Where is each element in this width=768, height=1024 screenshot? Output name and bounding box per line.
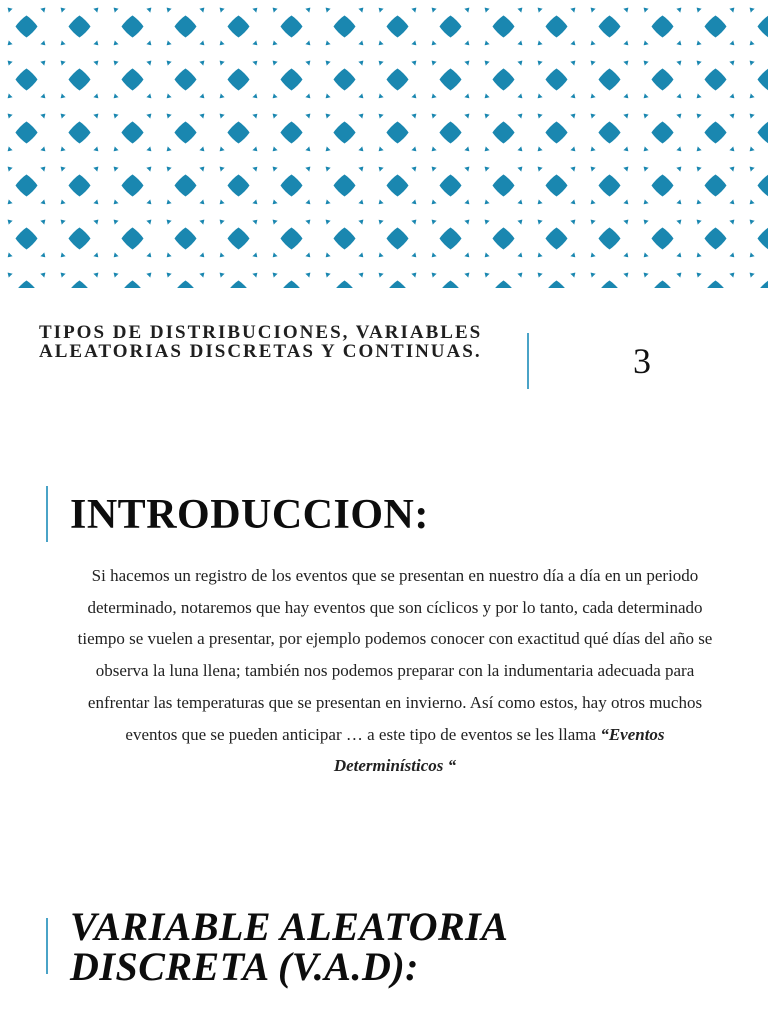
- intro-body-text: Si hacemos un registro de los eventos que se presentan en nuestro día a día en un periodo determinado, notaremos que hay eventos que son cíclicos y por lo tanto, cada determinado tiempo se vuelen a presentar, por ejemplo podemos conocer con exactitud qué días del año se observa la luna llena; también nos podemos preparar con la indumentaria adecuada para enfrentar las temperaturas que se presentan en invierno. Así como estos, hay otros muchos eventos que se pueden anticipar … a este tipo de eventos se les llama: [77, 566, 713, 744]
- subtitle-divider: [527, 333, 529, 389]
- subtitle-line-1: TIPOS DE DISTRIBUCIONES, VARIABLES: [39, 322, 483, 343]
- intro-paragraph: [70, 560, 720, 782]
- emphasis-term: Eventos Determinísticos: [333, 724, 665, 776]
- deck-subtitle: [39, 323, 519, 361]
- pattern-banner: [0, 0, 768, 288]
- subtitle-line-2: ALEATORIAS DISCRETAS Y CONTINUAS.: [39, 341, 482, 362]
- vad-heading-line-1: VARIABLE ALEATORIA: [70, 904, 509, 949]
- vad-heading-line-2: DISCRETA (V.A.D):: [70, 944, 419, 989]
- vad-accent-bar: [46, 918, 48, 974]
- quote-open: “: [600, 724, 609, 744]
- interlocking-rings-pattern: [0, 0, 768, 288]
- quote-close: “: [443, 756, 457, 776]
- vad-heading: [70, 904, 670, 989]
- intro-heading: INTRODUCCION:: [70, 492, 429, 538]
- intro-accent-bar: [46, 486, 48, 542]
- slide-number: 3: [633, 341, 651, 381]
